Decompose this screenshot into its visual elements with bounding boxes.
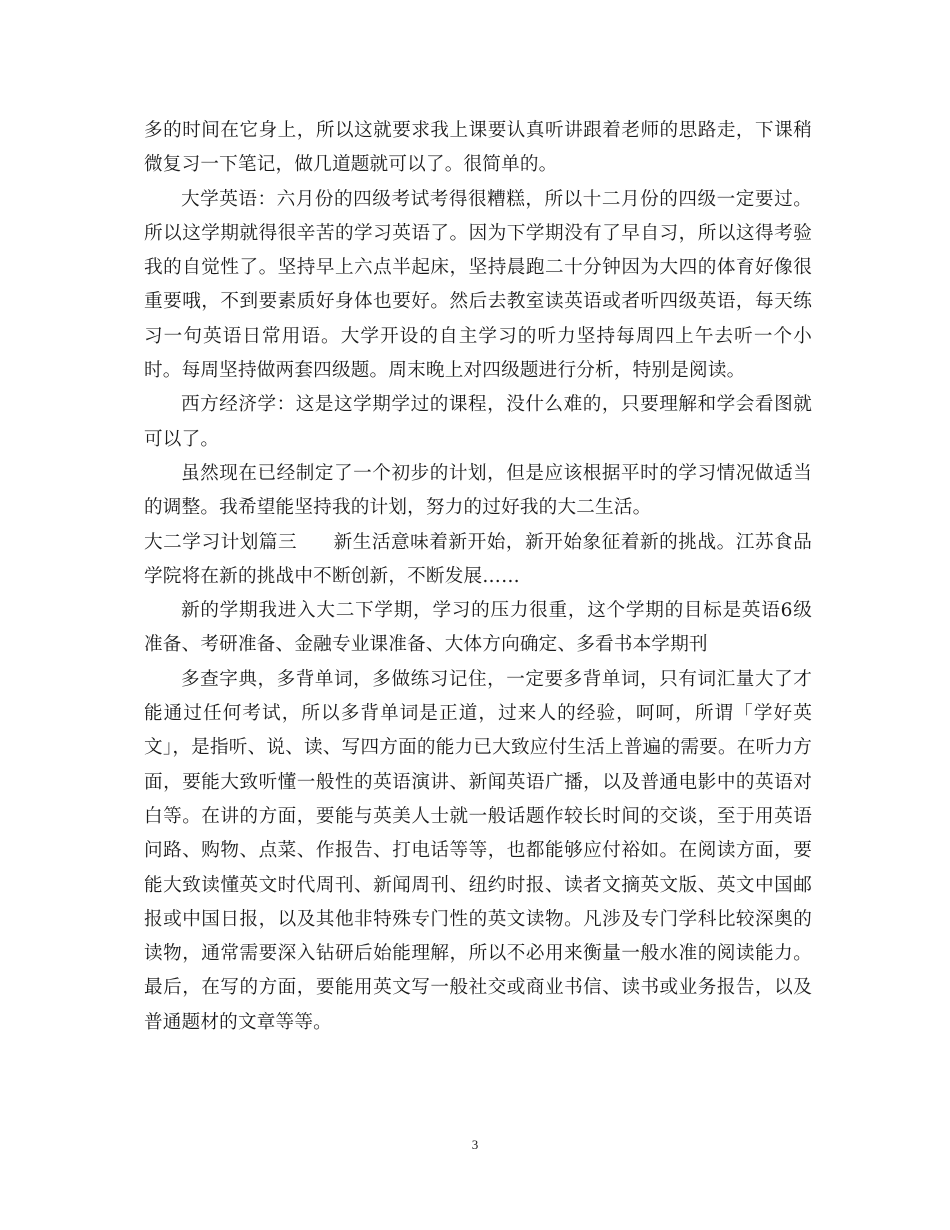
paragraph-7: 多查字典，多背单词，多做练习记住，一定要多背单词，只有词汇量大了才能通过任何考试，所以多背单词是正道，过来人的经验，呵呵，所谓「学好英文」，是指听、说、读、写四方面的能力已大致应付生活上普遍的需要。在听力方面，要能大致听懂一般性的英语演讲、新闻英语广播，以及普通电影中的英语对白等。在讲的方面，要能与英美人士就一般话题作较长时间的交谈，至于用英语问路、购物、点菜、作报告、打电话等等，也都能够应付裕如。在阅读方面，要能大致读懂英文时代周刊、新闻周刊、纽约时报、读者文摘英文版、英文中国邮报或中国日报，以及其他非特殊专门性的英文读物。凡涉及专门学科比较深奥的读物，通常需要深入钻研后始能理解，所以不必用来衡量一般水准的阅读能力。最后，在写的方面，要能用英文写一般社交或商业书信、读书或业务报告，以及普通题材的文章等等。 (144, 668, 812, 1033)
document-body (144, 114, 812, 1040)
paragraph-3: 西方经济学：这是这学期学过的课程，没什么难的，只要理解和学会看图就可以了。 (144, 394, 812, 450)
paragraph-4: 虽然现在已经制定了一个初步的计划，但是应该根据平时的学习情况做适当的调整。我希望能坚持我的计划，努力的过好我的大二生活。 (144, 462, 812, 519)
paragraph-1: 多的时间在它身上，所以这就要求我上课要认真听讲跟着老师的思路走，下课稍微复习一下笔记，做几道题就可以了。很简单的。 (144, 120, 812, 176)
page-number: 3 (471, 1137, 479, 1152)
section-heading: 大二学习计划篇三 (144, 531, 298, 553)
paragraph-5 (144, 526, 812, 595)
paragraph-2: 大学英语：六月份的四级考试考得很糟糕，所以十二月份的四级一定要过。所以这学期就得很辛苦的学习英语了。因为下学期没有了早自习，所以这得考验我的自觉性了。坚持早上六点半起床，坚持晨跑二十分钟因为大四的体育好像很重要哦，不到要素质好身体也要好。然后去教室读英语或者听四级英语，每天练习一句英语日常用语。大学开设的自主学习的听力坚持每周四上午去听一个小时。每周坚持做两套四级题。周末晚上对四级题进行分析，特别是阅读。 (144, 188, 812, 382)
section-intro-text: 新生活意味着新开始，新开始象征着新的挑战。江苏食品学院将在新的挑战中不断创新，不断发展…… (144, 531, 812, 587)
paragraph-6: 新的学期我进入大二下学期，学习的压力很重，这个学期的目标是英语6级准备、考研准备、金融专业课准备、大体方向确定、多看书本学期刊 (144, 600, 812, 656)
